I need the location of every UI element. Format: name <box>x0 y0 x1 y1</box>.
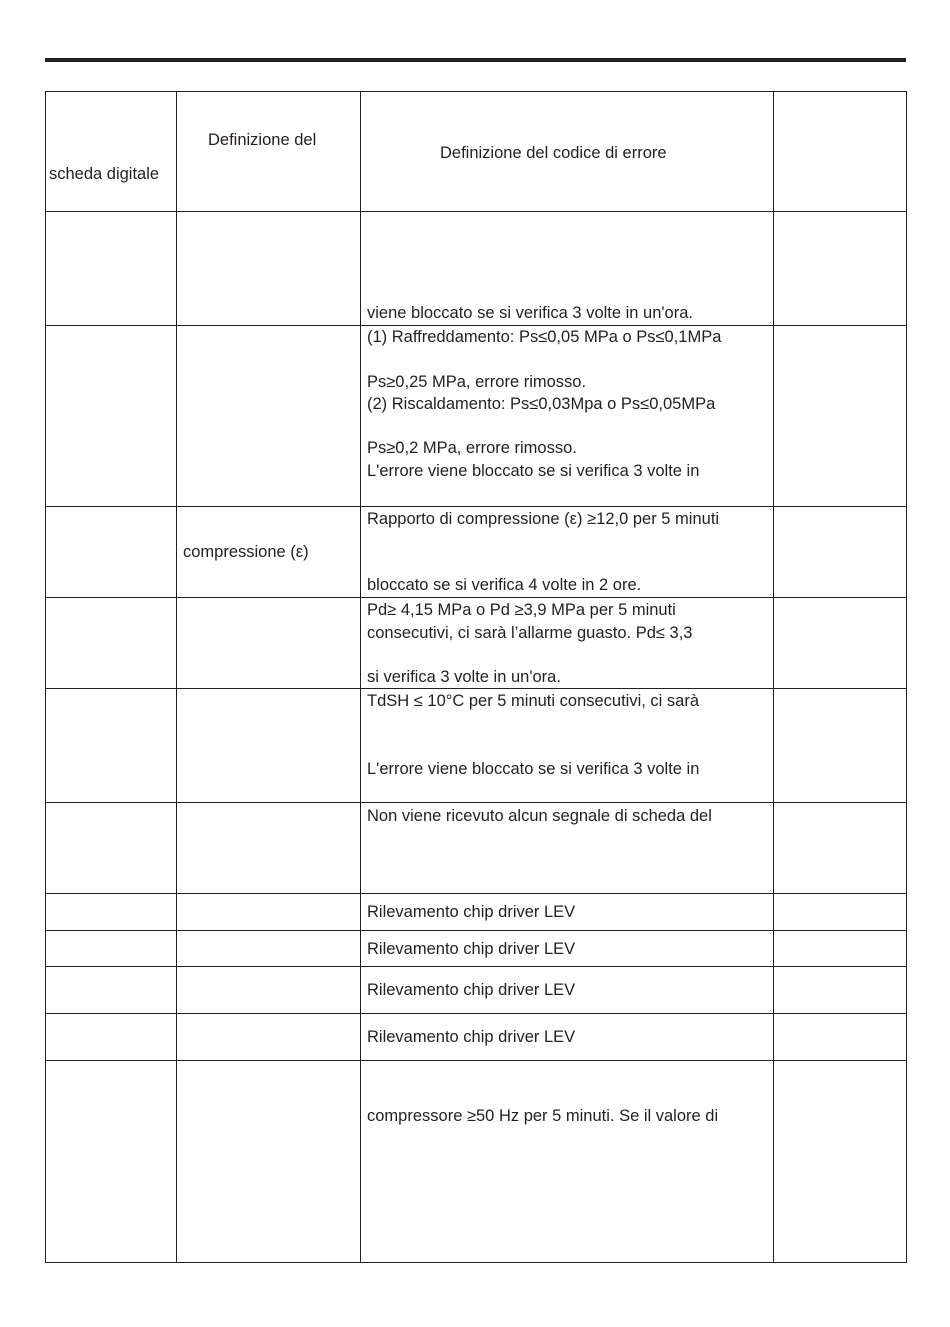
header-definizione-codice: Definizione del codice di errore <box>440 144 667 162</box>
row-4-line-1: Pd≥ 4,15 MPa o Pd ≥3,9 MPa per 5 minuti <box>367 601 676 619</box>
row-5-line-1: TdSH ≤ 10°C per 5 minuti consecutivi, ci sarà <box>367 692 700 710</box>
row-5-line-2: L'errore viene bloccato se si verifica 3 volte in <box>367 760 700 778</box>
row-9-line-1: Rilevamento chip driver LEV <box>367 981 576 999</box>
row-4-line-2: consecutivi, ci sarà l’allarme guasto. Pd≤ 3,3 <box>367 624 693 642</box>
row-3-line-1: Rapporto di compressione (ε) ≥12,0 per 5 minuti <box>367 510 720 528</box>
row-2-line-4: Ps≥0,2 MPa, errore rimosso. <box>367 439 577 457</box>
table-row <box>46 894 907 931</box>
row-2-line-3: (2) Riscaldamento: Ps≤0,03Mpa o Ps≤0,05MPa <box>367 395 716 413</box>
row-1-line-1: viene bloccato se si verifica 3 volte in un'ora. <box>367 304 693 322</box>
row-2-line-1: (1) Raffreddamento: Ps≤0,05 MPa o Ps≤0,1MPa <box>367 328 722 346</box>
header-cell-codice <box>361 92 774 212</box>
row-8-line-1: Rilevamento chip driver LEV <box>367 940 576 958</box>
table-row <box>46 803 907 894</box>
header-definizione-del: Definizione del <box>208 131 317 149</box>
table-row <box>46 1061 907 1263</box>
header-cell-scheda <box>46 92 177 212</box>
header-scheda-digitale: scheda digitale <box>49 165 160 183</box>
table-row <box>46 598 907 689</box>
error-code-table <box>45 91 907 1263</box>
table-row <box>46 1014 907 1061</box>
row-2-line-5: L'errore viene bloccato se si verifica 3 volte in <box>367 462 700 480</box>
table-row <box>46 689 907 803</box>
table-row <box>46 967 907 1014</box>
table-row <box>46 507 907 598</box>
row-7-line-1: Rilevamento chip driver LEV <box>367 903 576 921</box>
row-3-definizione: compressione (ε) <box>183 543 309 561</box>
row-6-line-1: Non viene ricevuto alcun segnale di scheda del <box>367 807 712 825</box>
table-row <box>46 212 907 326</box>
table-row <box>46 326 907 507</box>
row-4-line-3: si verifica 3 volte in un'ora. <box>367 668 561 686</box>
row-3-line-2: bloccato se si verifica 4 volte in 2 ore. <box>367 576 642 594</box>
row-2-line-2: Ps≥0,25 MPa, errore rimosso. <box>367 373 587 391</box>
row-11-line-1: compressore ≥50 Hz per 5 minuti. Se il valore di <box>367 1107 719 1125</box>
table-row <box>46 931 907 967</box>
header-cell-4 <box>774 92 907 212</box>
table-header-row <box>46 92 907 212</box>
header-cell-definizione <box>177 92 361 212</box>
top-rule <box>45 58 906 62</box>
row-10-line-1: Rilevamento chip driver LEV <box>367 1028 576 1046</box>
